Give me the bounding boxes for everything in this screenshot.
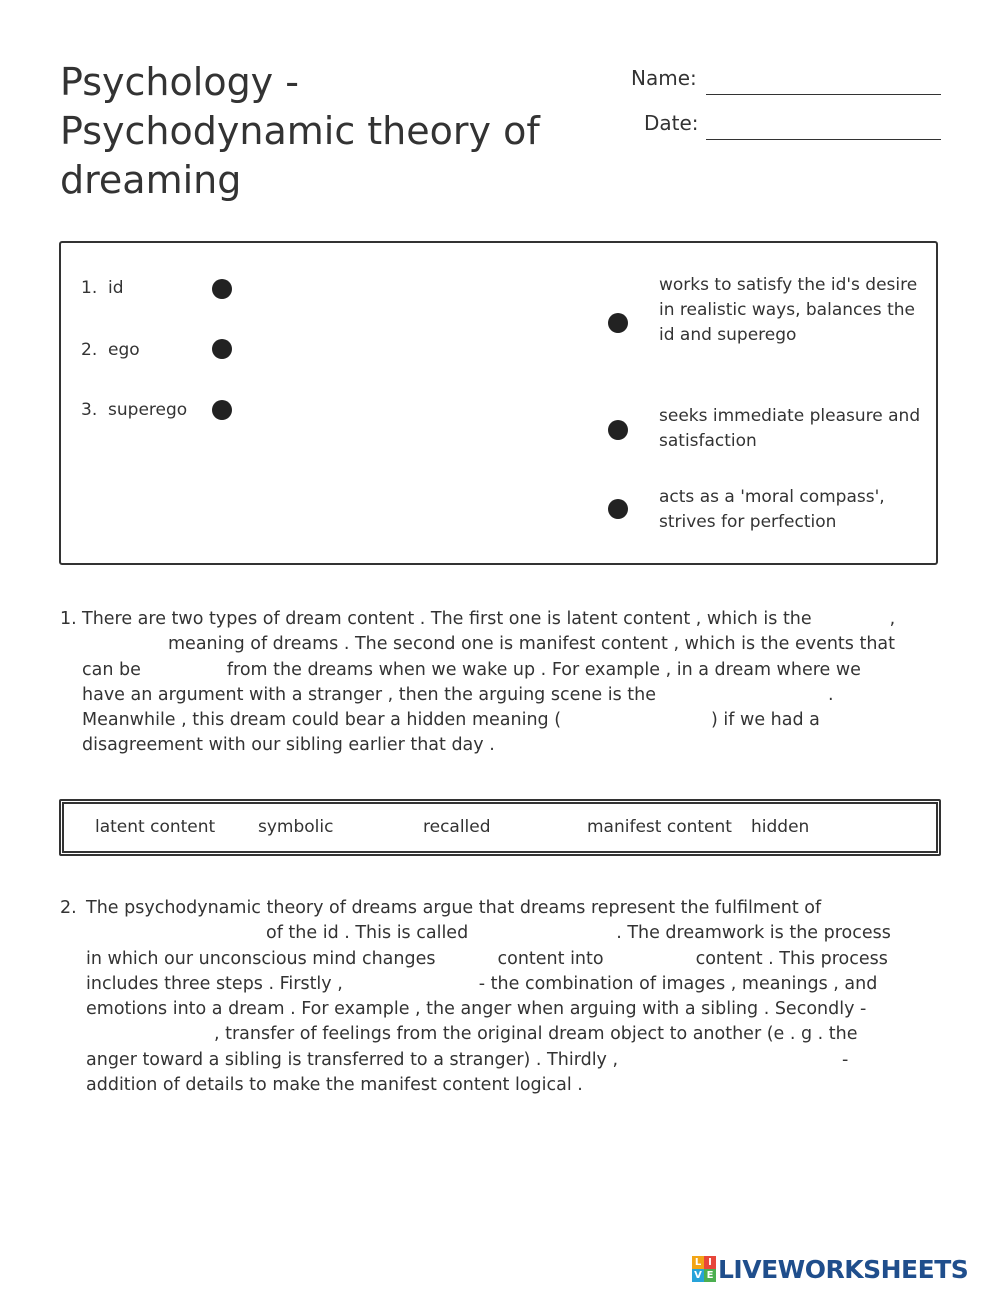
match-dot-superego[interactable] xyxy=(212,400,232,420)
text-line: , transfer of feelings from the original dream object to another (e . g . the xyxy=(214,1024,858,1045)
exercise-1-number: 1. xyxy=(60,609,77,629)
term-label: id xyxy=(108,278,124,298)
date-field[interactable] xyxy=(706,139,941,140)
text-line: have an argument with a stranger , then the arguing scene is the . xyxy=(82,684,834,705)
match-dot-id[interactable] xyxy=(212,279,232,299)
text-line: meaning of dreams . The second one is manifest content , which is the events that xyxy=(168,634,896,655)
text-line: The psychodynamic theory of dreams argue that dreams represent the fulfilment of xyxy=(86,898,822,918)
text-line: Meanwhile , this dream could bear a hidden meaning ( ) if we had a xyxy=(82,710,820,731)
word-bank-item: manifest content xyxy=(587,817,732,837)
date-label: Date: xyxy=(644,111,699,135)
text-line: includes three steps . Firstly , - the combination of images , meanings , and xyxy=(86,973,878,994)
match-dot-definition-1[interactable] xyxy=(608,313,628,333)
text-line: can be from the dreams when we wake up . For example , in a dream where we xyxy=(82,659,861,680)
name-field[interactable] xyxy=(706,94,941,95)
word-bank-item: latent content xyxy=(95,817,216,837)
text-line: anger toward a sibling is transferred to a stranger) . Thirdly , - xyxy=(86,1049,849,1070)
term-number: 2. xyxy=(81,340,98,360)
liveworksheets-logo xyxy=(692,1254,968,1284)
match-dot-ego[interactable] xyxy=(212,339,232,359)
match-dot-definition-3[interactable] xyxy=(608,499,628,519)
exercise-1-text xyxy=(82,607,942,759)
term-number: 3. xyxy=(81,400,98,420)
term-label: ego xyxy=(108,340,140,360)
logo-badge-icon: L I V E xyxy=(692,1256,716,1282)
name-label: Name: xyxy=(631,66,697,90)
page-title: Psychology - Psychodynamic theory of dreaming xyxy=(60,60,540,202)
logo-text: LIVEWORKSHEETS xyxy=(718,1254,969,1284)
match-dot-definition-2[interactable] xyxy=(608,420,628,440)
word-bank-item: symbolic xyxy=(258,817,334,837)
term-label: superego xyxy=(108,400,188,420)
text-line: There are two types of dream content . The first one is latent content , which is the , xyxy=(82,609,896,629)
definition-2: seeks immediate pleasure and satisfaction xyxy=(659,406,921,451)
exercise-2-text xyxy=(86,896,946,1098)
text-line: disagreement with our sibling earlier that day . xyxy=(82,735,495,756)
text-line: in which our unconscious mind changes content into content . This process xyxy=(86,948,888,969)
definition-3: acts as a 'moral compass', strives for perfection xyxy=(659,487,885,532)
word-bank-item: recalled xyxy=(423,817,491,837)
term-number: 1. xyxy=(81,278,98,298)
definition-1: works to satisfy the id's desire in realistic ways, balances the id and superego xyxy=(659,275,918,345)
term-id xyxy=(81,278,124,298)
text-line: of the id . This is called . The dreamwork is the process xyxy=(266,923,891,944)
word-bank-item: hidden xyxy=(751,817,810,837)
text-line: emotions into a dream . For example , the anger when arguing with a sibling . Secondly - xyxy=(86,999,867,1020)
term-ego xyxy=(81,340,140,360)
exercise-2-number: 2. xyxy=(60,898,77,918)
term-superego xyxy=(81,400,187,420)
text-line: addition of details to make the manifest content logical . xyxy=(86,1075,583,1096)
